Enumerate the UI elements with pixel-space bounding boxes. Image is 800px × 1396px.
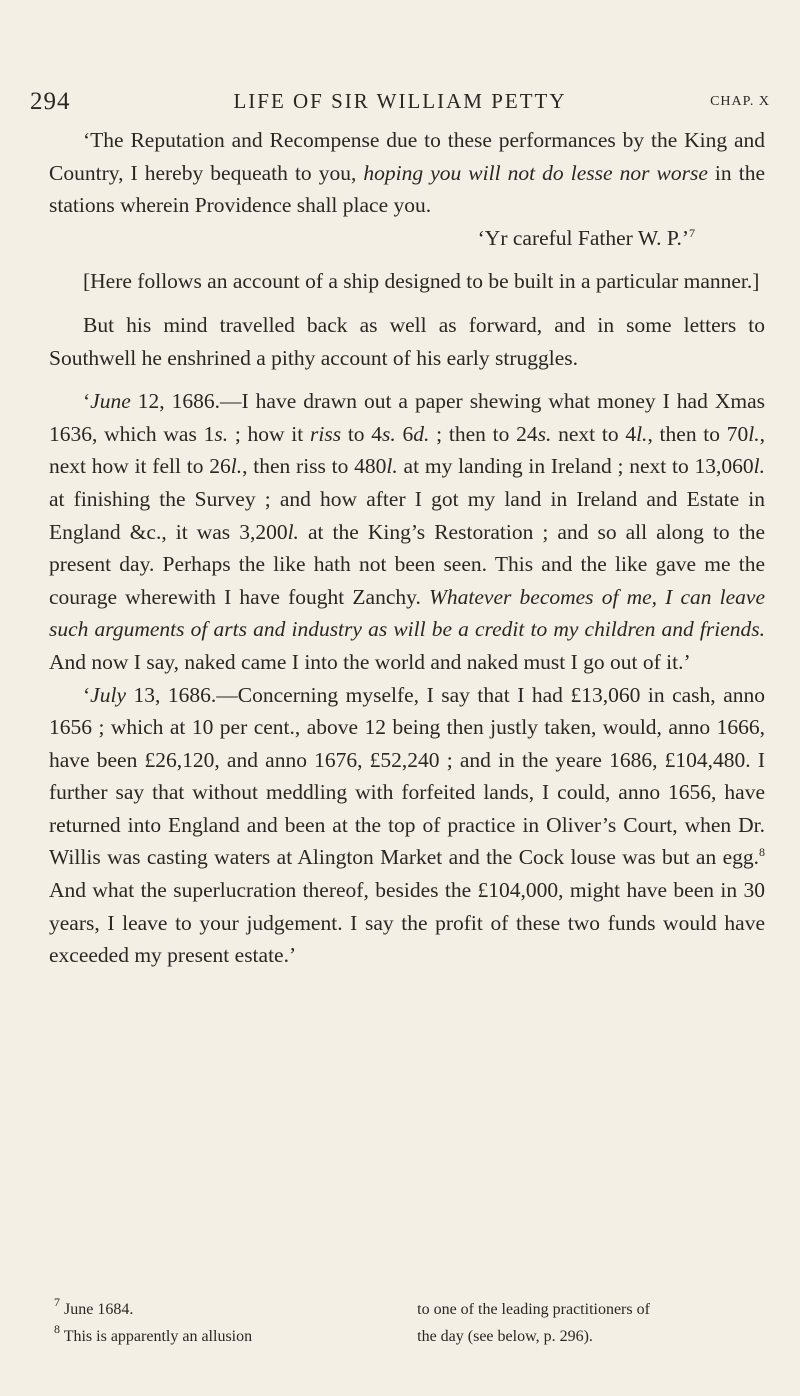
footnote-ref-7[interactable]: 7 [689, 225, 695, 240]
paragraph-june-letter: ‘June 12, 1686.—I have drawn out a paper shewing what money I had Xmas 1636, which was 1s. ; how it riss to 4s. 6d. ; then to 24s. next to 4l., then to 70l., next how it fell to 26l., then riss to 480l. at my landing in Ireland ; next to 13,060l. at finishing the Survey ; and how after I got my land in Ireland and Estate in England &c., it was 3,200l. at the King’s Restoration ; and so all along to the present day. Perhaps the like hath not been seen. This and the like gave me the courage wherewith I have fought Zanchy. Whatever becomes of me, I can leave such arguments of arts and industry as will be a credit to my children and friends. And now I say, naked came I into the world and naked must I go out of it.’ [49, 389, 766, 674]
page-header [30, 88, 770, 122]
body-text [49, 124, 765, 972]
footnote-8: $^8$ This is apparently an allusion [54, 1322, 253, 1345]
paragraph-bequest: ‘The Reputation and Recompense due to these performances by the King and Country, I hereby bequeath to you, hoping you will not do lesse nor worse in the stations wherein Providence shall place you. [49, 128, 765, 218]
running-title: LIFE OF SIR WILLIAM PETTY [233, 89, 567, 113]
footnote-8-continuation-1: to one of the leading practitioners of [417, 1301, 650, 1318]
paragraph-southwell: But his mind travelled back as well as forward, and in some letters to Southwell he enshrined a pithy account of his early struggles. [49, 312, 765, 370]
chapter-label: CHAP. X [710, 94, 770, 109]
footnote-7: $^7$ June 1684. [54, 1295, 134, 1318]
footnote-8-continuation-2: the day (see below, p. 296). [417, 1328, 593, 1345]
paragraph-ship-note: [Here follows an account of a ship designed to be built in a particular manner.] [83, 269, 760, 294]
footnotes [54, 1296, 766, 1350]
paragraph-july-letter: ‘July 13, 1686.—Concerning myselfe, I say that I had £13,060 in cash, anno 1656 ; which at 10 per cent., above 12 being then justly taken, would, anno 1666, have been £26,120, and anno 1676, £52,240 ; and in the yeare 1686, £104,480. I further say that without meddling with forfeited lands, I could, anno 1656, have returned into England and been at the top of practice in Oliver’s Court, when Dr. Willis was casting waters at Alington Market and the Cock louse was but an egg.$^8$ And what the superlucration thereof, besides the £104,000, might have been in 30 years, I leave to your judgement. I say the profit of these two funds would have exceeded my present estate.’ [49, 682, 765, 968]
footnote-ref-8[interactable]: 8 [759, 845, 765, 860]
signature-line: ‘Yr careful Father W. P.’$^7$ [477, 225, 695, 250]
page-number: 294 [30, 88, 71, 115]
